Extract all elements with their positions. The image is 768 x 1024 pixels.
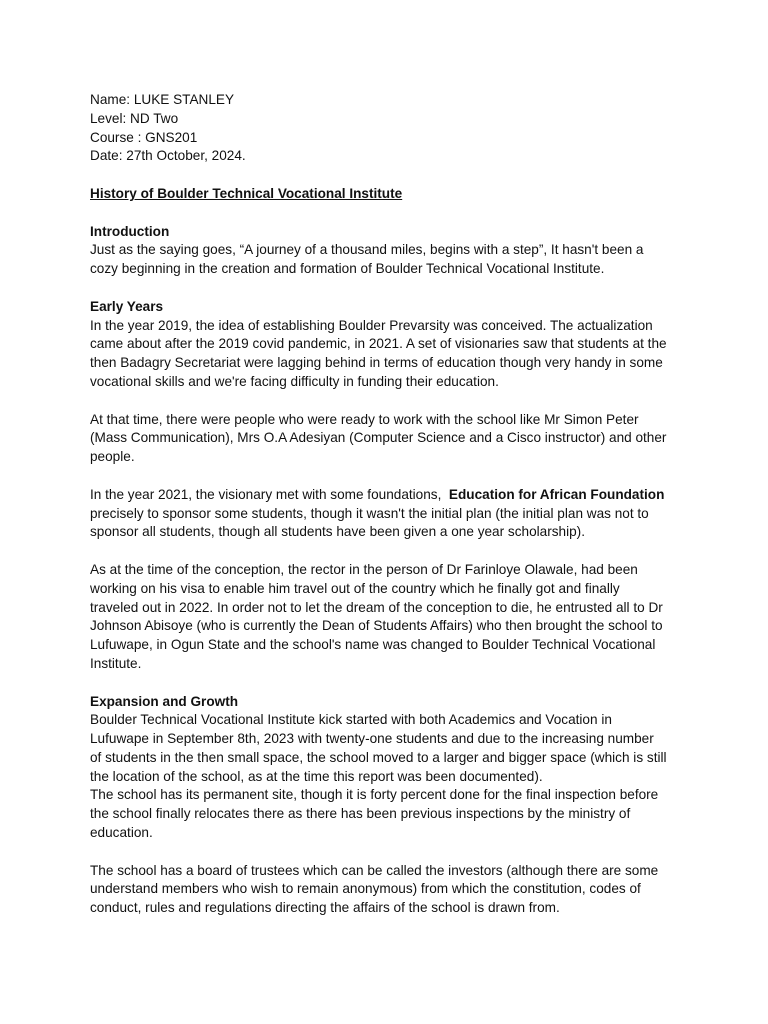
text-line: The school has its permanent site, though it is forty percent done for the final inspection before [90, 787, 659, 803]
section-heading-introduction: Introduction [90, 223, 170, 239]
text-line: Institute. [90, 655, 142, 671]
paragraph [90, 317, 690, 392]
text-line [90, 486, 690, 505]
student-level: Level: ND Two [90, 110, 179, 126]
text-line: precisely to sponsor some students, though it wasn't the initial plan (the initial plan was not to [90, 505, 649, 521]
paragraph [90, 862, 690, 918]
section-early-years [90, 298, 690, 674]
text-line: Boulder Technical Vocational Institute kick started with both Academics and Vocation in [90, 712, 612, 728]
text-line: Just as the saying goes, “A journey of a thousand miles, begins with a step”, It hasn't been a [90, 242, 644, 258]
text-line: conduct, rules and regulations directing the affairs of the school is drawn from. [90, 900, 560, 916]
spacer [90, 279, 690, 298]
text-line: education. [90, 825, 153, 841]
student-info [90, 91, 690, 166]
text-line: Lufuwape in September 8th, 2023 with twenty-one students and due to the increasing number [90, 731, 654, 747]
paragraph [90, 411, 690, 467]
text-line: working on his visa to enable him travel out of the country which he finally got and finally [90, 580, 620, 596]
section-expansion-growth [90, 693, 690, 919]
paragraph [90, 711, 690, 843]
paragraph [90, 241, 690, 279]
paragraph [90, 486, 690, 542]
text-line: cozy beginning in the creation and formation of Boulder Technical Vocational Institute. [90, 261, 605, 277]
text-line: At that time, there were people who were ready to work with the school like Mr Simon Peter [90, 411, 639, 427]
section-introduction [90, 223, 690, 279]
text-line: (Mass Communication), Mrs O.A Adesiyan (Computer Science and a Cisco instructor) and other [90, 430, 667, 446]
spacer [90, 204, 690, 223]
text-line: Lufuwape, in Ogun State and the school's name was changed to Boulder Technical Vocational [90, 637, 656, 653]
text-line: In the year 2019, the idea of establishing Boulder Prevarsity was conceived. The actualization [90, 317, 653, 333]
paragraph [90, 561, 690, 674]
text-line: the location of the school, as at the time this report was been documented). [90, 768, 543, 784]
spacer [90, 843, 690, 862]
spacer [90, 674, 690, 693]
text-line: of students in the then small space, the school moved to a larger and bigger space (which is still [90, 749, 667, 765]
spacer [90, 542, 690, 561]
submission-date: Date: 27th October, 2024. [90, 148, 246, 164]
foundation-name: Education for African Foundation [448, 486, 665, 502]
student-name: Name: LUKE STANLEY [90, 92, 235, 107]
text-run: In the year 2021, the visionary met with some foundations, [90, 486, 449, 502]
text-line: traveled out in 2022. In order not to let the dream of the conception to die, he entrusted all to Dr [90, 599, 663, 615]
document-page [90, 91, 690, 918]
spacer [90, 166, 690, 185]
document-title: History of Boulder Technical Vocational Institute [90, 185, 403, 201]
text-line: sponsor all students, though all students have been given a one year scholarship). [90, 524, 585, 540]
section-heading-expansion: Expansion and Growth [90, 693, 239, 709]
spacer [90, 392, 690, 411]
text-line: came about after the 2019 covid pandemic, in 2021. A set of visionaries saw that students at the [90, 336, 667, 352]
text-line: The school has a board of trustees which can be called the investors (although there are some [90, 862, 659, 878]
spacer [90, 467, 690, 486]
text-line: the school finally relocates there as there has been previous inspections by the ministry of [90, 806, 631, 822]
text-line: Johnson Abisoye (who is currently the Dean of Students Affairs) who then brought the school to [90, 618, 663, 634]
text-line: understand members who wish to remain anonymous) from which the constitution, codes of [90, 881, 641, 897]
course-code: Course : GNS201 [90, 129, 198, 145]
text-line: vocational skills and we're facing difficulty in funding their education. [90, 373, 499, 389]
text-line: As at the time of the conception, the rector in the person of Dr Farinloye Olawale, had been [90, 561, 638, 577]
section-heading-early-years: Early Years [90, 298, 164, 314]
text-line: people. [90, 449, 135, 465]
text-line: then Badagry Secretariat were lagging behind in terms of education though very handy in some [90, 355, 663, 371]
